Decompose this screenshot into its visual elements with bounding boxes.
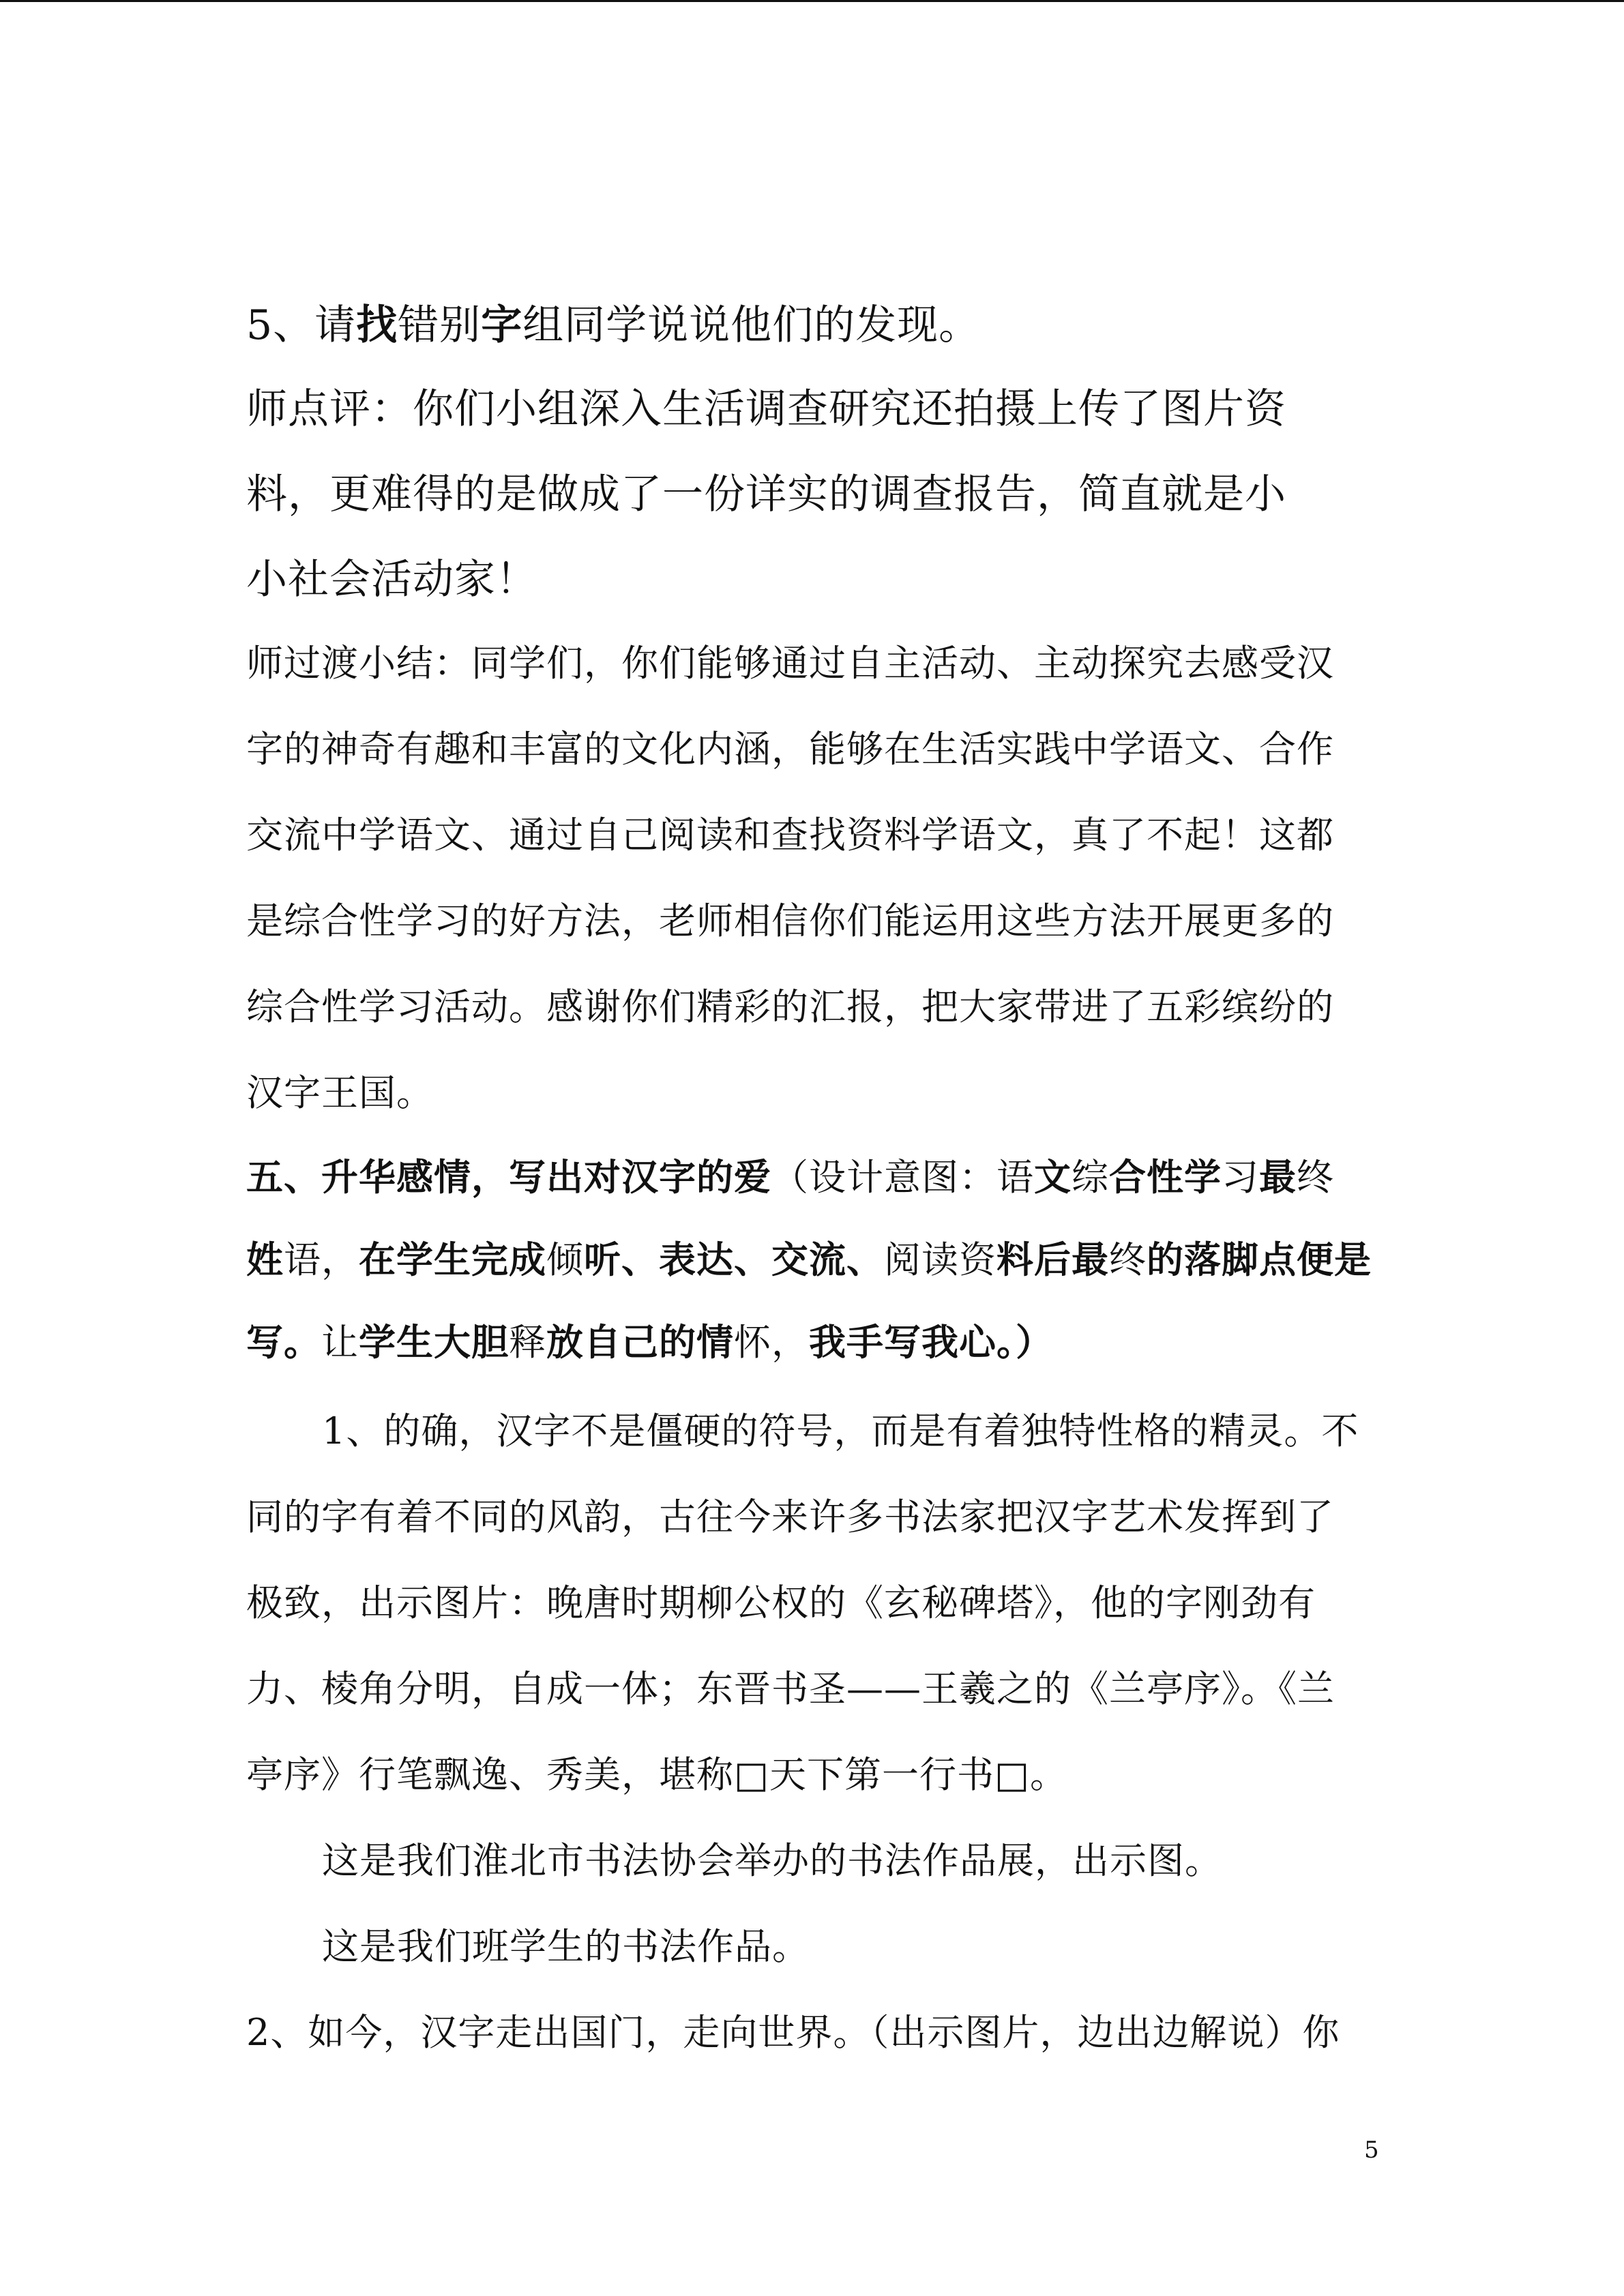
summary-line-4: 是综合性学习的好方法，老师相信你们能运用这些方法开展更多的 [246, 899, 1334, 942]
section-five-heading-line-1 [246, 1156, 1334, 1199]
summary-line-3: 交流中学语文、通过自己阅读和查找资料学语文，真了不起！这都 [246, 814, 1334, 856]
text-run: 组同学说说他们的发现。 [522, 301, 981, 349]
bold-run: 料后最 [996, 1238, 1109, 1281]
text-run: 语， [284, 1238, 359, 1281]
calligraphy-paragraph-line-4: 力、棱角分明，自成一体；东晋书圣——王羲之的《兰亭序》。《兰 [246, 1667, 1335, 1710]
summary-line-2: 字的神奇有趣和丰富的文化内涵，能够在生活实践中学语文、合作 [246, 728, 1334, 771]
bold-run: 找 [356, 301, 398, 349]
bold-run: 放自己的情 [546, 1321, 734, 1364]
summary-line-5: 综合性学习活动。感谢你们精彩的汇报，把大家带进了五彩缤纷的 [246, 985, 1334, 1028]
bold-run: 合性学 [1109, 1156, 1222, 1199]
bold-run: 最 [1259, 1156, 1297, 1199]
teacher-comment-line-3: 小社会活动家！ [246, 556, 537, 603]
bold-run: 我手写我心。） [809, 1321, 1053, 1364]
item-5-line [246, 301, 981, 349]
bold-run: 在学生完成 [359, 1238, 546, 1281]
item-2-line: 2、如今，汉字走出国门，走向世界。（出示图片，边出边解说）你 [246, 2011, 1340, 2054]
exhibition-line: 这是我们淮北市书法协会举办的书法作品展，出示图。 [322, 1839, 1222, 1882]
section-heading: 五、升华感情，写出对汉字的爱 [246, 1156, 771, 1199]
section-five-heading-line-2 [246, 1238, 1372, 1281]
bold-run: 文 [1034, 1156, 1072, 1199]
summary-line-1: 师过渡小结：同学们，你们能够通过自主活动、主动探究去感受汉 [246, 642, 1334, 685]
bold-run: 的落脚点便是 [1147, 1238, 1372, 1281]
class-works-line: 这是我们班学生的书法作品。 [322, 1925, 810, 1968]
calligraphy-paragraph-line-2: 同的字有着不同的风韵，古往今来许多书法家把汉字艺术发挥到了 [246, 1495, 1334, 1538]
bold-run: 姓 [246, 1238, 284, 1281]
summary-line-6: 汉字王国。 [246, 1071, 434, 1114]
text-run: 让 [321, 1321, 359, 1364]
text-run: 终 [1297, 1156, 1334, 1199]
text-run: 阅读资 [884, 1238, 996, 1281]
teacher-comment-line-1: 师点评：你们小组深入生活调查研究还拍摄上传了图片资 [246, 385, 1286, 433]
bold-run: 学生大胆 [359, 1321, 509, 1364]
text-run: 习 [1222, 1156, 1259, 1199]
top-border-rule [0, 0, 1624, 2]
text-run: （设计意图：语 [771, 1156, 1034, 1199]
text-run: 终 [1109, 1238, 1147, 1281]
page-number: 5 [1364, 2136, 1379, 2164]
teacher-comment-line-2: 料，更难得的是做成了一份详实的调查报告，简直就是小 [246, 471, 1286, 518]
bold-run: 字 [481, 301, 523, 349]
text-run: 综 [1072, 1156, 1109, 1199]
calligraphy-paragraph-line-1: 1、的确，汉字不是僵硬的符号，而是有着独特性格的精灵。不 [322, 1410, 1359, 1452]
calligraphy-paragraph-line-5: 亭序》行笔飘逸、秀美，堪称□天下第一行书□。 [246, 1753, 1068, 1796]
text-run: 5、请 [246, 301, 357, 349]
bold-run: 写。 [246, 1321, 321, 1364]
bold-run: 听、表达、交流、 [584, 1238, 884, 1281]
text-run: 释 [509, 1321, 546, 1364]
text-run: 怀， [734, 1321, 809, 1364]
text-run: 错别 [398, 301, 482, 349]
text-run: 倾 [546, 1238, 584, 1281]
calligraphy-paragraph-line-3: 极致，出示图片：晚唐时期柳公权的《玄秘碑塔》，他的字刚劲有 [246, 1581, 1316, 1624]
section-five-heading-line-3 [246, 1321, 1053, 1364]
